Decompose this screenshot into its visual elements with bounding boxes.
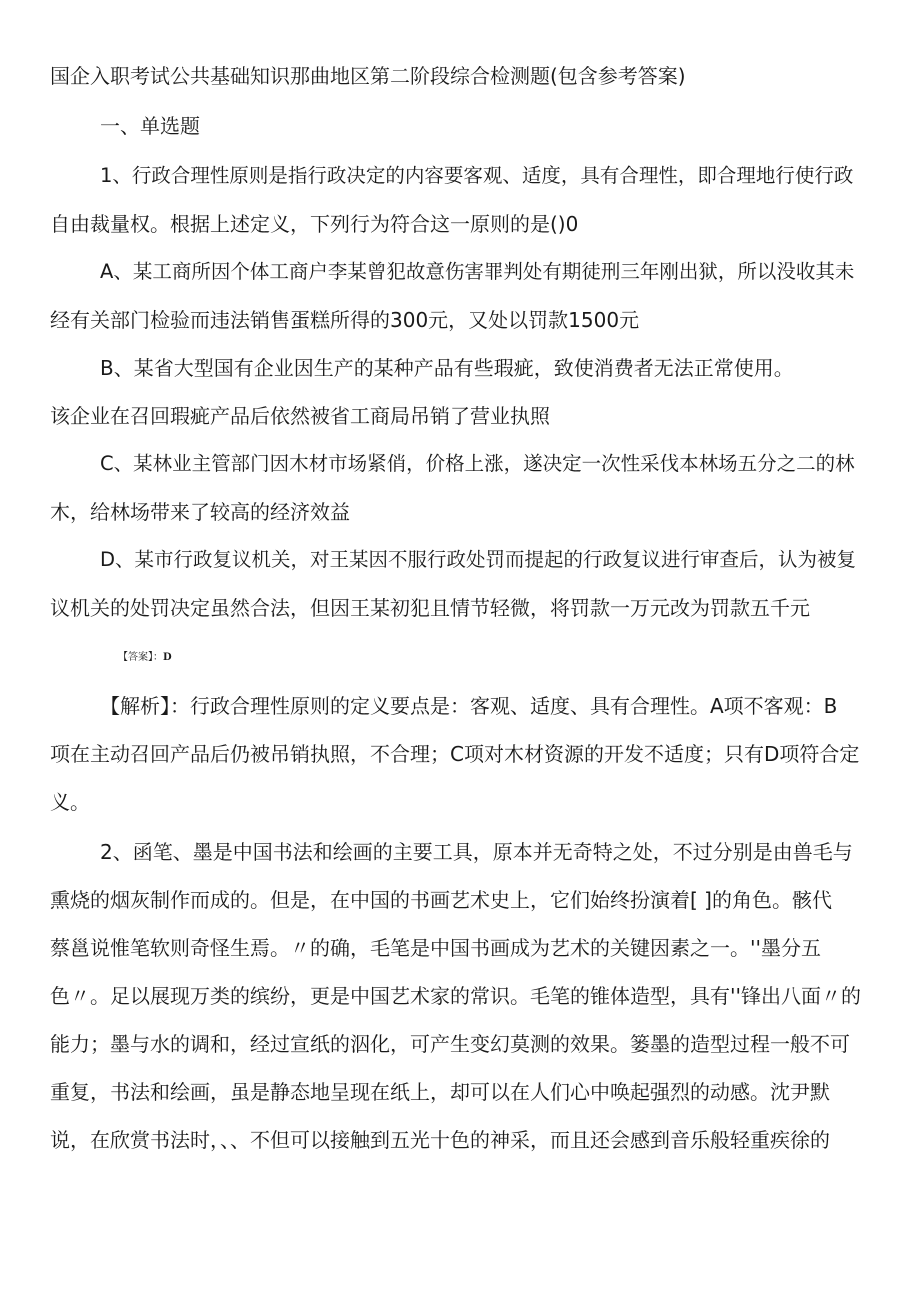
question1-analysis-line2: 项在主动召回产品后仍被吊销执照，不合理；C项对木材资源的开发不适度；只有D项符合定: [50, 742, 860, 766]
question2-line7: 说，在欣赏书法时，、、不但可以接触到五光十色的神采，而且还会感到音乐般轻重疾徐的: [50, 1128, 830, 1152]
question1-option-b-line2: 该企业在召回瑕疵产品后依然被省工商局吊销了营业执照: [50, 404, 550, 428]
question1-option-d-line1: D、某市行政复议机关，对王某因不服行政处罚而提起的行政复议进行审查后，认为被复: [100, 548, 857, 571]
question2-line6: 重复，书法和绘画，虽是静态地呈现在纸上，却可以在人们心中唤起强烈的动感。沈尹默: [50, 1080, 830, 1104]
question1-option-c-line1: C、某林业主管部门因木材市场紧俏，价格上涨，遂决定一次性采伐本林场五分之二的林: [100, 452, 855, 475]
question1-option-a-line1: A、某工商所因个体工商户李某曾犯故意伤害罪判处有期徒刑三年刚出狱，所以没收其未: [100, 260, 855, 283]
question2-line5: 能力；墨与水的调和，经过宣纸的泅化，可产生变幻莫测的效果。篓墨的造型过程一般不可: [50, 1032, 850, 1056]
question2-line1: 2、函笔、墨是中国书法和绘画的主要工具，原本并无奇特之处，不过分别是由兽毛与: [100, 840, 853, 864]
question1-answer: [118, 644, 920, 672]
question1-option-a-line2: 经有关部门检验而违法销售蛋糕所得的300元，又处以罚款1500元: [50, 308, 640, 332]
question1-stem-line1: 1、行政合理性原则是指行政决定的内容要客观、适度，具有合理性，即合理地行使行政: [100, 164, 854, 187]
question2-line4: 色〃。足以展现万类的缤纷，更是中国艺术家的常识。毛笔的锥体造型，具有''锋出八面〃的: [50, 984, 861, 1008]
question1-option-d-line2: 议机关的处罚决定虽然合法，但因王某初犯且情节轻微，将罚款一万元改为罚款五千元: [50, 596, 810, 620]
question2-line2: 熏烧的烟灰制作而成的。但是，在中国的书画艺术史上，它们始终扮演着[ ]的角色。骸代: [50, 888, 832, 912]
answer-value: D: [163, 652, 172, 663]
question1-option-b-line1: B、某省大型国有企业因生产的某种产品有些瑕疵，致使消费者无法正常使用。: [100, 356, 794, 380]
question1-analysis-line3: 义。: [50, 790, 90, 814]
question2-line3: 蔡邕说惟笔软则奇怪生焉。〃的确，毛笔是中国书画成为艺术的关键因素之一。''墨分五: [50, 936, 821, 960]
question1-option-c-line2: 木，给林场带来了较高的经济效益: [50, 500, 350, 524]
question1-analysis-line1: 【解析】：行政合理性原则的定义要点是：客观、适度、具有合理性。A项不客观：B: [100, 694, 838, 718]
section-heading: 一、单选题: [100, 114, 200, 138]
question1-stem-line2: 自由裁量权。根据上述定义，下列行为符合这一原则的是()0: [50, 212, 579, 236]
answer-label: 【答案】：: [118, 652, 163, 663]
document-title: 国企入职考试公共基础知识那曲地区第二阶段综合检测题(包含参考答案): [50, 64, 686, 88]
